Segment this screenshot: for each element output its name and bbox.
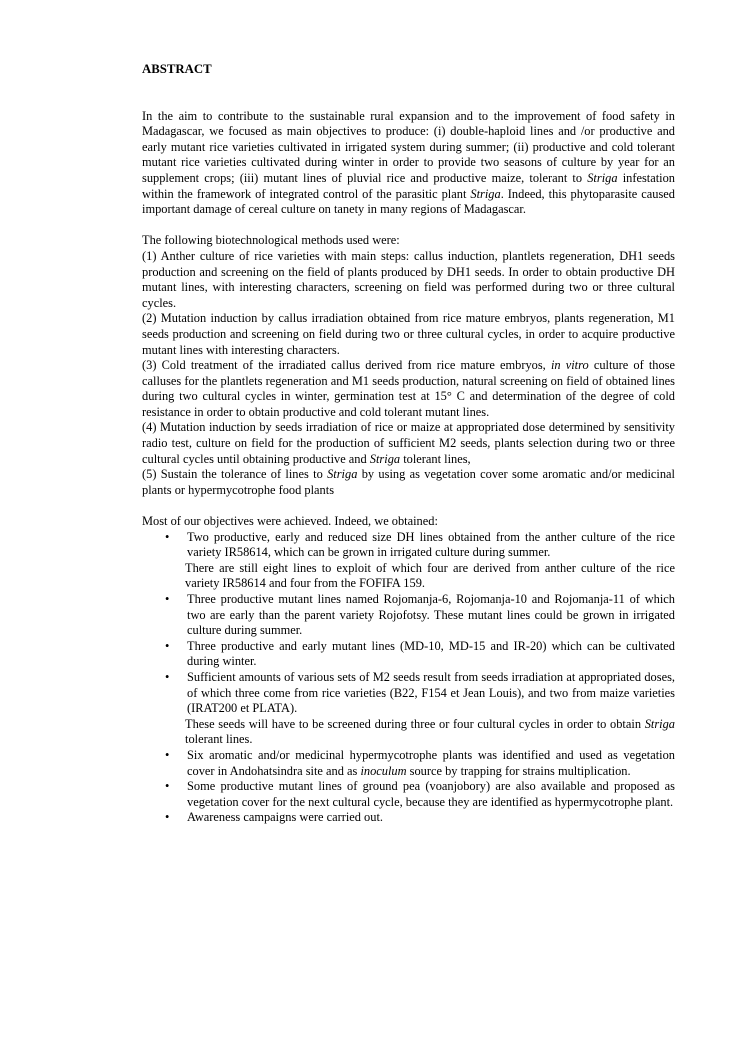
- result-text: Some productive mutant lines of ground pea (voanjobory) are also available and proposed as vegetation cover for the next cultural cycle, because they are identified as hypermycotrophe plant.: [187, 779, 675, 809]
- bullet-icon: •: [165, 779, 170, 794]
- bullet-icon: •: [165, 592, 170, 606]
- intro-text-3: . Indeed, this phytoparasite caused important damage of cereal culture on tanety in many regions of Madagascar.: [142, 186, 676, 217]
- results-list: [142, 530, 675, 826]
- method-5-striga: Striga: [327, 467, 358, 482]
- result-item-7: [142, 810, 675, 826]
- bullet-icon: •: [165, 638, 170, 653]
- intro-striga-1: Striga: [587, 170, 618, 185]
- method-4-text-a: (4) Mutation induction by seeds irradiation of rice or maize at appropriated dose determined by sensitivity radio test, culture on field for the production of sufficient M2 seeds, plants selection during two or three cultural cycles until obtaining productive and: [142, 420, 675, 466]
- subnote-striga: Striga: [644, 716, 675, 731]
- result-4-subnote: [142, 717, 675, 748]
- result-item-1: [142, 530, 675, 561]
- subnote-text-b: tolerant lines.: [185, 732, 253, 747]
- result-text: Awareness campaigns were carried out.: [187, 810, 383, 825]
- result-text: Three productive and early mutant lines (MD-10, MD-15 and IR-20) which can be cultivated during winter.: [187, 638, 675, 669]
- intro-striga-2: Striga: [470, 186, 501, 201]
- method-4: [142, 420, 675, 467]
- method-5-text-b: by using as vegetation cover some aromatic and/or medicinal plants or hypermycotrophe food plants: [142, 467, 675, 497]
- methods-intro: The following biotechnological methods used were:: [142, 233, 400, 248]
- result-item-5: [142, 748, 675, 779]
- intro-text-1: In the aim to contribute to the sustainable rural expansion and to the improvement of food safety in Madagascar, we focused as main objectives to produce: (i) double-haploid lines and /or productive and early mutant rice varieties cultivated in irrigated system during summer; (ii) productive and cold tolerant mutant rice varieties cultivated during winter in order to provide two seasons of culture by year for an supplement crops; (iii) mutant lines of pluvial rice and productive maize, tolerant to: [142, 108, 675, 185]
- method-3-text-a: (3) Cold treatment of the irradiated callus derived from rice mature embryos,: [142, 358, 551, 373]
- result-text-a: Six aromatic and/or medicinal hypermycotrophe plants was identified and used as vegetation cover in Andohatsindra site and as: [187, 747, 675, 778]
- abstract-page: [142, 62, 675, 826]
- spacer: [142, 498, 675, 514]
- subnote-text-a: These seeds will have to be screened during three or four cultural cycles in order to obtain: [185, 716, 645, 731]
- result-text-b: source by trapping for strains multiplication.: [406, 763, 631, 778]
- method-1: (1) Anther culture of rice varieties with main steps: callus induction, plantlets regeneration, DH1 seeds production and screening on the field of plants produced by DH1 seeds. In order to obtain productive DH mutant lines, with interesting characters, screening on field was performed during two or three cultural cycles.: [142, 248, 675, 310]
- method-5: [142, 467, 675, 498]
- intro-paragraph: [142, 109, 675, 218]
- bullet-icon: •: [165, 810, 170, 825]
- abstract-heading: ABSTRACT: [142, 62, 212, 76]
- result-item-6: [142, 779, 675, 810]
- intro-text-2: infestation within the framework of integrated control of the parasitic plant: [142, 170, 675, 201]
- method-3: [142, 358, 675, 420]
- method-3-in-vitro: in vitro: [550, 358, 589, 373]
- method-5-text-a: (5) Sustain the tolerance of lines to: [142, 467, 328, 482]
- method-4-striga: Striga: [369, 451, 401, 466]
- method-3-text-b: culture of those calluses for the plantlets regeneration and M1 seeds production, natural screening on field of obtained lines during two cultural cycles in winter, germination test at 15° C and determination of the degree of cold resistance in order to obtain productive and cold tolerant mutant lines.: [142, 358, 675, 419]
- bullet-icon: •: [165, 747, 170, 762]
- results-intro: Most of our objectives were achieved. Indeed, we obtained:: [142, 514, 438, 529]
- result-item-2: [142, 592, 675, 639]
- method-2: (2) Mutation induction by callus irradiation obtained from rice mature embryos, plants regeneration, M1 seeds production and screening on field during two or three cultural cycles, in order to acquire productive mutant lines with interesting characters.: [142, 311, 675, 357]
- method-4-text-b: tolerant lines,: [400, 451, 471, 466]
- spacer: [142, 218, 675, 234]
- result-text: Three productive mutant lines named Rojomanja-6, Rojomanja-10 and Rojomanja-11 of which two are early than the parent variety Rojofotsy. These mutant lines could be grown in irrigated culture during summer.: [187, 592, 675, 638]
- bullet-icon: •: [165, 529, 170, 544]
- result-text: Sufficient amounts of various sets of M2 seeds result from seeds irradiation at appropriated doses, of which three come from rice varieties (B22, F154 et Jean Louis), and two from maize varieties (IRAT200 et PLATA).: [187, 669, 675, 716]
- result-item-3: [142, 639, 675, 670]
- result-inoculum: inoculum: [360, 763, 407, 778]
- result-1-subnote: There are still eight lines to exploit of which four are derived from anther culture of the rice variety IR58614 and four from the FOFIFA 159.: [185, 560, 675, 591]
- result-text: Two productive, early and reduced size DH lines obtained from the anther culture of the rice variety IR58614, which can be grown in irrigated culture during summer.: [187, 529, 675, 560]
- bullet-icon: •: [165, 669, 170, 684]
- result-item-4: [142, 670, 675, 717]
